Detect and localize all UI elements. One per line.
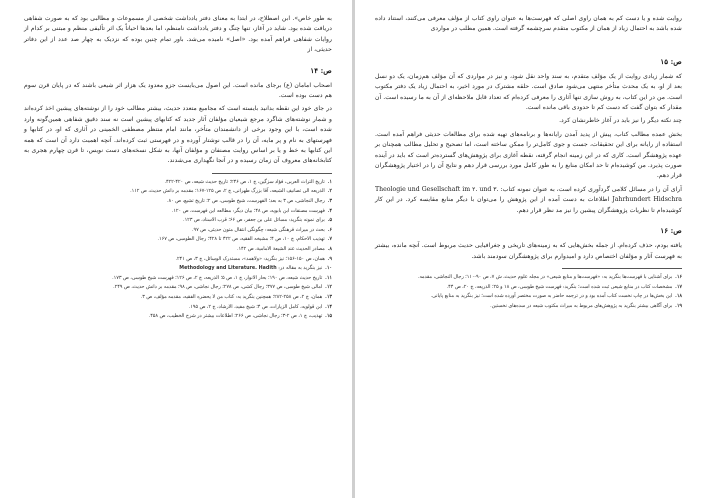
footnote xyxy=(375,274,682,282)
footnote xyxy=(24,188,332,196)
footnote-number: ۵. xyxy=(327,217,332,224)
left-section-heading: ص: ۱۴ xyxy=(310,65,332,75)
footnote-number: ۸. xyxy=(327,246,332,253)
footnote-number: ۲. xyxy=(327,188,332,195)
footnote xyxy=(24,265,332,273)
footnote-number: ۳. xyxy=(327,198,332,205)
footnote-latin-title: Methodology and Literature. Hadith xyxy=(179,266,277,272)
right-section-heading: ص: ۱۵ xyxy=(660,56,682,66)
footnote-text: تاریخ حدیث شیعه، ص ۱۹۰؛ بحار الانوار، ج ۱، ص ۵؛ الذریعه، ج ۲، ص ۱۲۶؛ فهرست شیخ طوسی، ص ۱۷۳. xyxy=(112,275,323,281)
footnote-number: ۱۴. xyxy=(325,303,332,310)
footnote-text: فهرست مصنفات ابن بابویه، ص ۴۸؛ بیان دیگر: مطالعه این فهرست، ص ۱۲۰. xyxy=(171,208,325,214)
footnote-text: ابن قولویه، کامل الزیارات، ص ۴؛ شیخ مفید، الارشاد، ج ۲، ص ۱۹۵. xyxy=(188,304,323,310)
footnote-text: همان، ج ۲، ص ۲۵۸-۲۸۲؛ همچنین بنگرید به: کتاب من لا یحضره الفقیه، مقدمه مؤلف، ص ۳. xyxy=(140,295,323,300)
footnote-text: این بخش‌ها در چاپ نخست کتاب آمده بود و در ترجمه حاضر به صورت مختصر آورده شده است؛ نیز بنگرید به منابع پایانی. xyxy=(430,294,673,300)
footnote-text: مصادر الحدیث عند الشیعة الامامیة، ص ۱۴۲. xyxy=(236,247,325,253)
footnote-number: ۱۹. xyxy=(675,302,682,309)
footnote-number: ۱۸. xyxy=(675,293,682,300)
footnote xyxy=(375,284,682,292)
footnote xyxy=(24,236,332,244)
footnote-number: ۷. xyxy=(327,236,332,243)
footnote xyxy=(24,256,332,264)
footnote xyxy=(24,313,332,321)
footnote-text: الذریعه الی تصانیف الشیعه، آقا بزرگ طهرانی، ج ۲، ص ۱۲۵-۱۶۷؛ مقدمه بر دانش حدیث، ص ۱۱۲. xyxy=(130,189,325,195)
footnote-text: تهذیب الاحکام، ج ۱۰، ص ۴؛ مشیخه الفقیه، ص ۴۲۲ تا ۴۲۸؛ رجال الطوسی، ص ۱۶۷. xyxy=(157,237,325,243)
footnote xyxy=(24,179,332,187)
footnote-text: تاریخ التراث العربی، فؤاد سزگین، ج ۱، ص ۲۴۶؛ تاریخ حدیث شیعه، ص ۴۲۰-۴۲۲. xyxy=(164,179,325,185)
footnote xyxy=(24,227,332,235)
footnote xyxy=(375,303,682,311)
right-section-heading: ص: ۱۶ xyxy=(660,226,682,236)
footnote-number: ۱۲. xyxy=(325,284,332,291)
footnote-number: ۱. xyxy=(327,178,332,185)
right-body-paragraph: که شمار زیادی روایت از یک مؤلف متقدم، به سند واحد نقل شود، و نیز در مواردی که آن مؤلف هم‌زمان، یک دو نسل بعد از او، به یک محدث متأخر منتهی می‌شود صادق است. حلقه مشترک در مورد اخیر، به احتمال زیاد یک دفتر مکتوب است. من در این کتاب، به روش سازی تنها آثاری را معرفی کرده‌ام که تعداد قابل ملاحظه‌ای از آن به ما رسیده است. آن مقدار که بتوان گفت که دست کم تا حدودی باقی مانده است. xyxy=(375,72,682,112)
left-opening-paragraph: به طور خاص». ابن اصطلاح، در ابتدا به معنای دفتر یادداشت شخصی از مسموعات و مطالبی بود که به صورت شفاهی دریافت شده بود. شاید در آغاز، تنها چنگ و دفتر یادداشت نامنظم، اما بعدها احیاناً یک اثر تألیفی منظم و مبتنی بر کدام از روایات شفاهی فراهم آمده بود. «اصل» نامیده می‌شد. باور تمام چنین بوده که نزدیک به چهار صد عدد از این دفاتر حدیثی، از xyxy=(24,15,332,54)
footnote-text: برای آگاهی بیشتر بنگرید به پژوهش‌های مربوط به میراث مکتوب شیعه در سده‌های نخستین. xyxy=(490,303,673,309)
footnote-text: نیز بنگرید به مقاله در: xyxy=(278,266,323,272)
footnote xyxy=(24,208,332,216)
footnote-text: مشخصات کتاب در منابع شیعی ثبت شده است؛ بنگرید: فهرست شیخ طوسی، ص ۱۸ و ۲۵؛ الذریعه، ج ۲۰، ص ۴۴. xyxy=(446,284,673,290)
left-page xyxy=(0,0,352,498)
footnote xyxy=(375,293,682,301)
footnote-number: ۶. xyxy=(327,226,332,233)
left-footnotes xyxy=(24,179,332,321)
footnote-number: ۹. xyxy=(327,255,332,262)
right-page xyxy=(355,0,706,498)
right-body-paragraph: آرای آن را در مسائل کلامی گردآوری کرده است، به عنوان نمونه کتاب: Theologie und Gesellschaft im ۲. und ۳. Jahrhundert Hidschra اطلاعات به دست آمده از این پژوهش را می‌توان با دیگر منابع مقایسه کرد. در این کار کوشیده‌ام تا نظریات پژوهشگران پیشین را نیز مد نظر قرار دهم. xyxy=(375,185,682,214)
right-opening-paragraph: روایت شده و یا دست کم به همان راوی اصلی که فهرست‌ها به عنوان راوی کتاب از مؤلف معرفی می‌کنند، استناد داده شده باشد به احتمال زیاد از همان از مکتوب متقدم سرچشمه گرفته است. همین مطلب در مواردی xyxy=(375,15,682,33)
footnote xyxy=(24,294,332,302)
footnote-text: رجال النجاشی، ص ۳ به بعد؛ الفهرست، شیخ طوسی، ص ۲؛ تاریخ تشیع، ص ۸۰. xyxy=(166,199,325,205)
footnote xyxy=(24,198,332,206)
footnote xyxy=(24,275,332,283)
left-body-paragraph: اصحاب امامان (ع) برجای مانده است. این اصول می‌بایست جزو معدود یک هزار اثر شیعی باشند که در پایان قرن سوم هم دست بوده است. xyxy=(24,81,332,100)
left-body-paragraph: در جای خود این نقطه بدانید بایسته است که مجامیع متعدد حدیث، بیشتر مطالب خود را از نوشته‌های پیشین اخذ کرده‌اند و شمار نوشته‌های شاگرد مرجع شیعیان مؤلفان آثار جدید که کتابهای پیشین است نه سند دقیق شفاهی همین‌گونه وارد شده است، با این وجود برخی از دانشمندان متأخر، مانند امام منتظر مصطفی الخمینی در آثاری که او، در کتابها و فهرستهای به نام و پر مایه، آن را در قالب نوشتار آورده و در فهرستی ثبت کرده‌اند. آنچه اهمیت دارد آن است که همه این کتابها به خط و یا بر اساس روایت مصنفان و مؤلفان آنها، به شکل نسخه‌های دست نویس، تا قرن چهارم هجری به کتابخانه‌های معروف آن زمان رسیده و در آنجا نگهداری می‌شدند. xyxy=(24,105,332,165)
footnote xyxy=(24,284,332,292)
footnote-number: ۱۷. xyxy=(675,283,682,290)
footnote xyxy=(24,217,332,225)
footnote-text: برای آشنایی با فهرست‌ها بنگرید به: «فهرست‌ها و منابع شیعی» در مجله علوم حدیث، ش ۷، ص ۹۰-۱۱۰؛ رجال النجاشی، مقدمه. xyxy=(417,274,673,280)
footnote xyxy=(24,304,332,312)
footnote-number: ۱۰. xyxy=(325,265,332,272)
footnote xyxy=(24,246,332,254)
footnote-text: همان، ص ۱۵۰-۱۵۶؛ نیز بنگرید: «ولاهمد»، مستدرک الوسائل، ج ۳، ص ۲۴۱. xyxy=(175,256,325,262)
footnote-number: ۱۳. xyxy=(325,294,332,300)
footnote-divider xyxy=(562,268,682,269)
right-body-paragraph: یافته بودم، حذف کرده‌ام. از جمله بخش‌هایی که به زمینه‌های تاریخی و جغرافیایی حدیث مربوط است. آنچه مانده، بیشتر به فهرست آثار و مؤلفان اختصاص دارد و امیدوارم برای پژوهشگران سودمند باشد. xyxy=(375,242,682,260)
footnote-text: امالی شیخ طوسی، ص ۳۷۷؛ رجال کشی، ص ۲۷۸؛ رجال نجاشی، ص ۹۸؛ مقدمه بر دانش حدیث، ص ۲۴۹. xyxy=(113,285,323,291)
footnote-number: ۴. xyxy=(327,207,332,214)
footnote-text: برای نمونه بنگرید: مسائل علی بن جعفر، ص ۶۶؛ قرب الاسناد، ص ۱۲۳. xyxy=(183,218,325,224)
footnote-text: تهذیب، ج ۱، ص ۲-۳؛ رجال نجاشی، ص ۲۶۶؛ اطلاعات بیشتر در شرح الخطیب، ص ۴۵۸. xyxy=(148,314,323,320)
footnote-text: بحث در میراث فرهنگی شیعه: چگونگی انتقال متون حدیثی، ص ۹۷. xyxy=(191,227,325,233)
footnote-number: ۱۵. xyxy=(325,313,332,320)
right-body-paragraph: بخش عمده مطالب کتاب، پیش از پدید آمدن رایانه‌ها و برنامه‌های تهیه شده برای مطالعات حدیثی فراهم آمده است. استفاده از رایانه برای این تحقیقات، جست و جوی کامل‌تر را ممکن ساخته است، اما تصحیح و تحلیل مطالب همچنان بر عهده پژوهشگر است. کاری که در این زمینه انجام گرفته، نقطه آغازی برای پژوهش‌های گسترده‌تر است که باید در آینده صورت پذیرد. من کوشیده‌ام تا حد امکان منابع را به طور کامل مورد بررسی قرار دهم و نتایج آن را در اختیار پژوهشگران قرار دهم. xyxy=(375,130,682,180)
right-footnotes xyxy=(375,274,682,310)
right-body-paragraph: چند نکته دیگر را نیز باید در آغاز خاطرنشان کرد. xyxy=(559,117,682,125)
footnote-divider xyxy=(212,173,332,174)
footnote-number: ۱۱. xyxy=(325,274,332,281)
footnote-number: ۱۶. xyxy=(675,273,682,280)
